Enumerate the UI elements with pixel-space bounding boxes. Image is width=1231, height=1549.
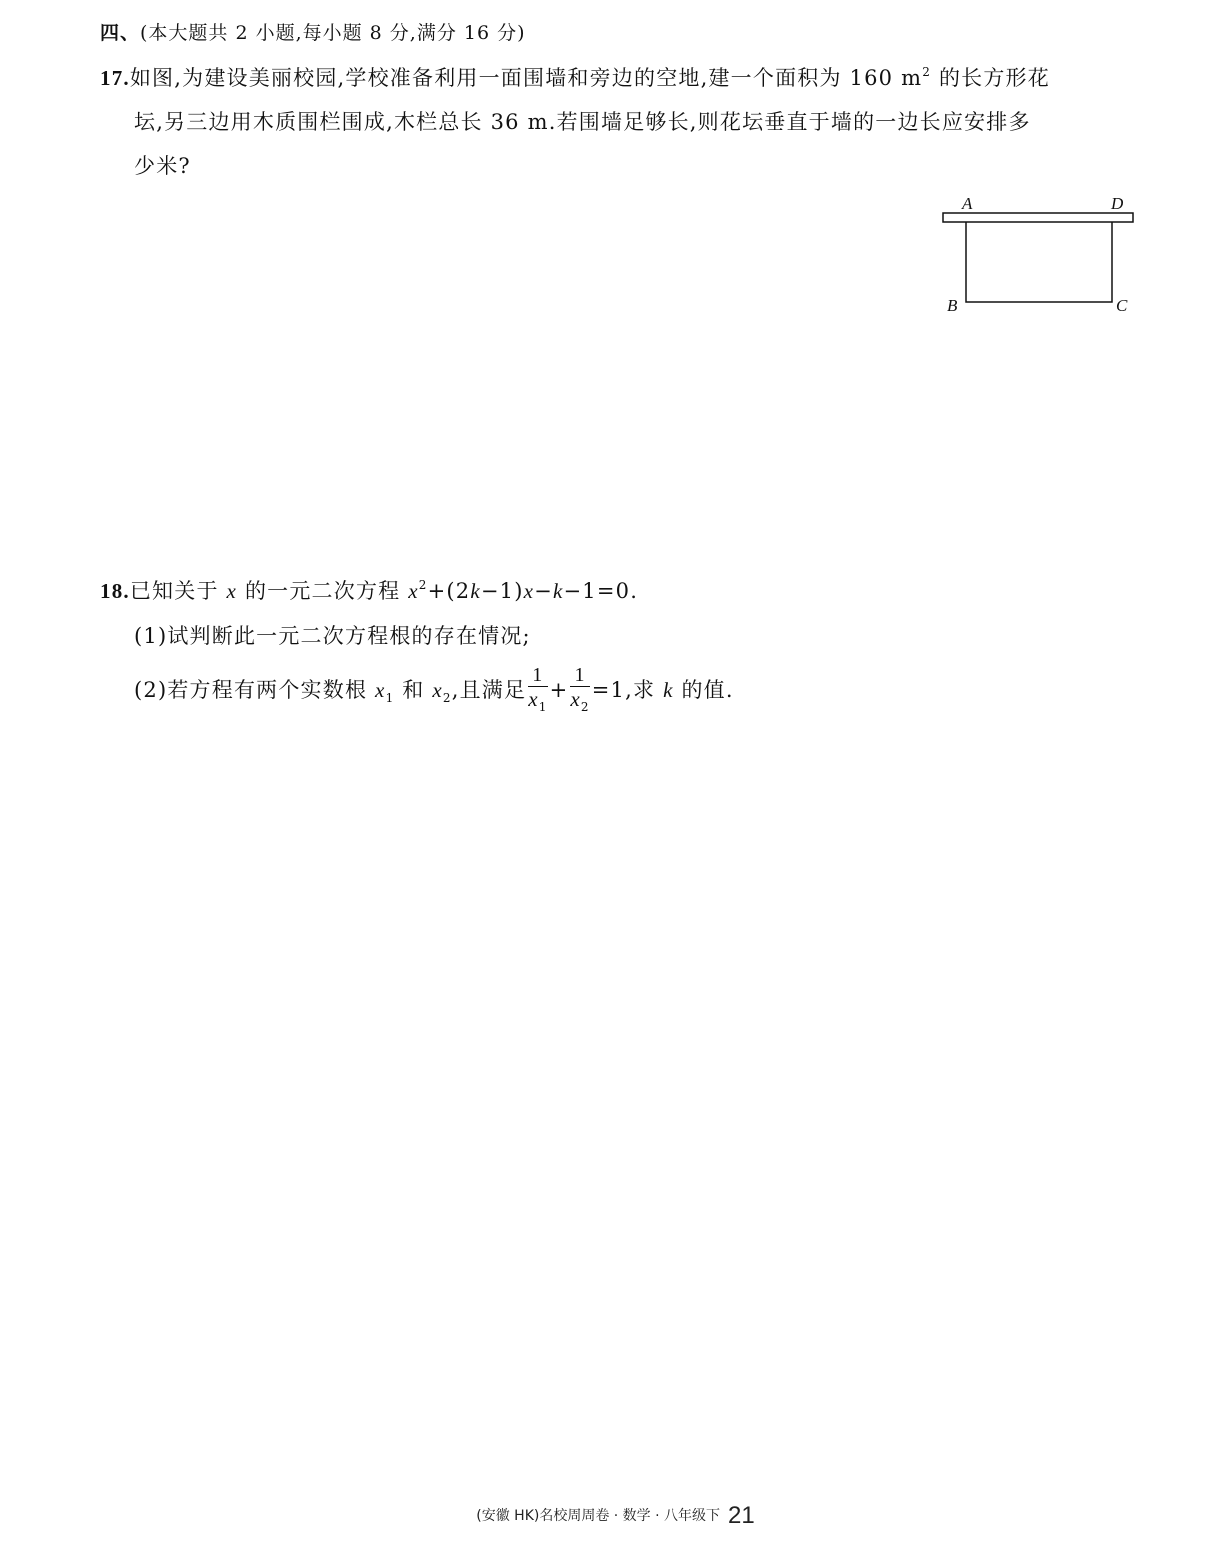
- section-header: [100, 18, 526, 45]
- eq-b: −1): [480, 579, 524, 603]
- frac1-x: x: [528, 687, 539, 711]
- q17-sup: 2: [922, 65, 932, 79]
- page-number: 21: [728, 1502, 755, 1529]
- sub1: 1: [385, 691, 395, 705]
- var-k: k: [663, 678, 674, 702]
- q18-stem-b: 的一元二次方程: [237, 579, 409, 603]
- frac2-num: 1: [570, 664, 589, 687]
- frac2-x: x: [570, 687, 581, 711]
- var-x: x: [226, 579, 238, 603]
- frac2-sub: 2: [580, 700, 590, 714]
- q18-number: 18.: [100, 579, 130, 603]
- label-A: A: [962, 194, 973, 213]
- eq-d: −1=0.: [563, 579, 639, 603]
- q17-line3: 少米?: [134, 154, 191, 178]
- label-B: B: [947, 296, 958, 315]
- part2-d: =1,求: [591, 678, 664, 702]
- sub2: 2: [442, 691, 452, 705]
- x1: x: [375, 678, 386, 702]
- frac2-den: [570, 687, 589, 719]
- frac1-sub: 1: [538, 700, 548, 714]
- section-note: (本大题共 2 小题,每小题 8 分,满分 16 分): [140, 22, 526, 44]
- plus-sign: +: [549, 678, 569, 702]
- q17-text-1: 如图,为建设美丽校园,学校准备利用一面围墙和旁边的空地,建一个面积为 160 m: [129, 66, 923, 90]
- eq-k1: k: [470, 579, 481, 603]
- q17-text-1-end: 的长方形花: [931, 66, 1050, 90]
- q17-line1: [100, 62, 1050, 92]
- eq-x2: x: [523, 579, 535, 603]
- q18-stem: [100, 575, 638, 605]
- frac1-num: 1: [528, 664, 547, 687]
- eq-a: +(2: [427, 579, 471, 603]
- q18-stem-a: 已知关于: [129, 579, 227, 603]
- footer-text: (安徽 HK)名校周周卷 · 数学 · 八年级下: [476, 1508, 721, 1524]
- label-C: C: [1116, 296, 1128, 315]
- q17-line2: 坛,另三边用木质围栏围成,木栏总长 36 m.若围墙足够长,则花坛垂直于墙的一边长应安排多: [134, 110, 1031, 134]
- wall: [943, 213, 1133, 222]
- garden-figure: [935, 190, 1145, 320]
- part2-c: ,且满足: [451, 678, 527, 702]
- eq-k2: k: [552, 579, 564, 603]
- x2: x: [432, 678, 443, 702]
- q18-part1: (1)试判断此一元二次方程根的存在情况;: [134, 624, 531, 648]
- q17-number: 17.: [100, 66, 130, 90]
- eq-c: −: [534, 579, 553, 603]
- fence: [966, 222, 1112, 302]
- q18-part2: [134, 664, 734, 719]
- part2-b: 和: [394, 678, 433, 702]
- label-D: D: [1111, 194, 1124, 213]
- part2-e: 的值.: [673, 678, 734, 702]
- eq-sup: 2: [418, 578, 428, 592]
- eq-x: x: [408, 579, 419, 603]
- section-label: 四、: [100, 22, 141, 44]
- frac1-den: [528, 687, 547, 719]
- fraction-2: [570, 664, 589, 719]
- fraction-1: [528, 664, 547, 719]
- page-footer: [0, 1502, 1231, 1530]
- part2-a: (2)若方程有两个实数根: [134, 678, 376, 702]
